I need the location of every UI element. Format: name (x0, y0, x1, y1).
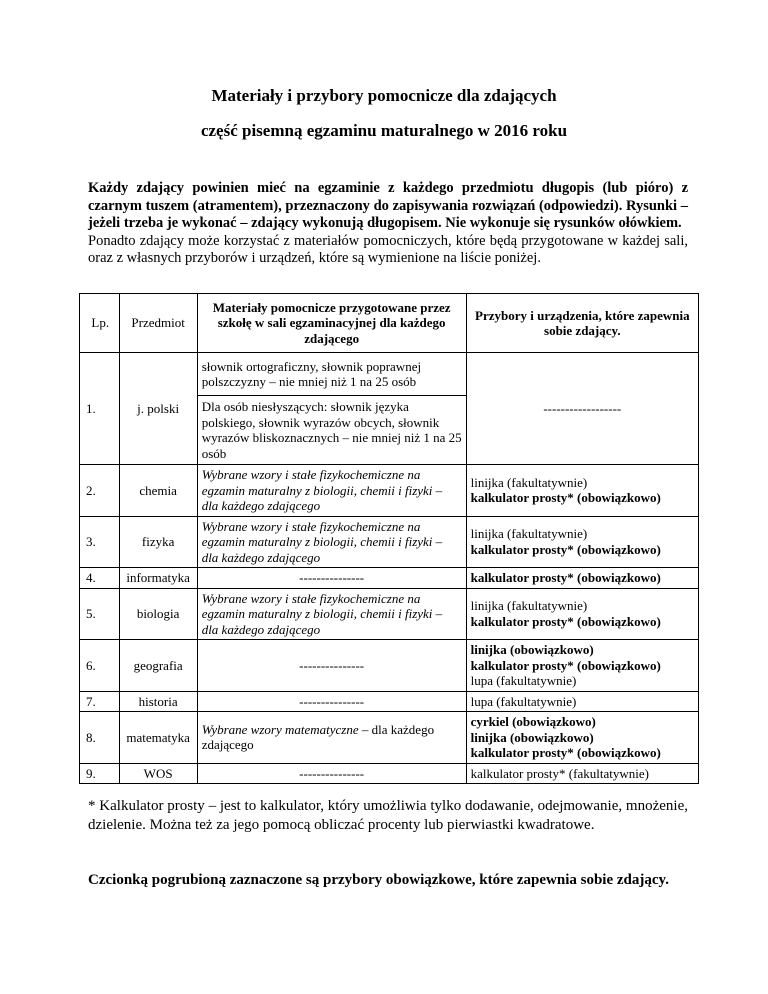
cell-materials: Wybrane wzory i stałe fizykochemiczne na egzamin maturalny z biologii, chemii i fizyki – dla każdego zdającego (197, 465, 466, 517)
cell-lp: 6. (80, 640, 120, 692)
table-row (80, 588, 699, 640)
cell-lp: 8. (80, 712, 120, 764)
cell-lp: 7. (80, 691, 120, 712)
device-line: kalkulator prosty* (obowiązkowo) (470, 541, 661, 557)
cell-devices (466, 712, 698, 764)
device-line: linijka (obowiązkowo) (470, 729, 594, 745)
cell-lp: 1. (80, 353, 120, 465)
materials-table (79, 293, 699, 784)
device-line: kalkulator prosty* (obowiązkowo) (470, 613, 661, 629)
cell-subject: matematyka (119, 712, 197, 764)
intro-paragraph: Ponadto zdający może korzystać z materiałów pomocniczych, które będą przygotowane w każdej sali, oraz z własnych przyborów i urządzeń, które są wymienione na liście poniżej. (88, 232, 688, 266)
cell-materials: Wybrane wzory i stałe fizykochemiczne na egzamin maturalny z biologii, chemii i fizyki – dla każdego zdającego (197, 588, 466, 640)
device-line: linijka (obowiązkowo) (470, 642, 594, 657)
cell-subject: chemia (119, 465, 197, 517)
cell-lp: 4. (80, 568, 120, 589)
cell-devices (466, 516, 698, 568)
device-line: kalkulator prosty* (obowiązkowo) (470, 490, 661, 506)
cell-materials: słownik ortograficzny, słownik poprawnej polszczyzny – nie mniej niż 1 na 25 osób (197, 353, 466, 396)
cell-lp: 5. (80, 588, 120, 640)
cell-lp: 9. (80, 763, 120, 784)
cell-materials: Wybrane wzory i stałe fizykochemiczne na egzamin maturalny z biologii, chemii i fizyki – dla każdego zdającego (197, 516, 466, 568)
cell-materials: --------------- (197, 691, 466, 712)
intro-bold-paragraph: Każdy zdający powinien mieć na egzaminie z każdego przedmiotu długopis (lub pióro) z czarnym tuszem (atramentem), przeznaczony do zapisywania rozwiązań (odpowiedzi). Rysunki – jeżeli trzeba je wykonać – zdający wykonują długopisem. Nie wykonuje się rysunków ołówkiem. (88, 180, 688, 231)
table-row (80, 712, 699, 764)
cell-devices (466, 465, 698, 517)
cell-devices: kalkulator prosty* (fakultatywnie) (466, 763, 698, 784)
table-row (80, 516, 699, 568)
cell-lp: 2. (80, 465, 120, 517)
page-title: Materiały i przybory pomocnicze dla zdających (211, 86, 557, 105)
header-lp: Lp. (80, 294, 120, 353)
cell-materials: Dla osób niesłyszących: słownik języka polskiego, słownik wyrazów obcych, słownik wyrazów bliskoznacznych – nie mniej niż 1 na 25 osób (197, 396, 466, 465)
header-subject: Przedmiot (119, 294, 197, 353)
header-devices: Przybory i urządzenia, które zapewnia sobie zdający. (466, 294, 698, 353)
cell-subject: fizyka (119, 516, 197, 568)
cell-devices (466, 588, 698, 640)
cell-devices: lupa (fakultatywnie) (466, 691, 698, 712)
header-materials: Materiały pomocnicze przygotowane przez szkołę w sali egzaminacyjnej dla każdego zdającego (197, 294, 466, 353)
cell-subject: informatyka (119, 568, 197, 589)
table-row (80, 353, 699, 396)
device-line: linijka (fakultatywnie) (470, 598, 588, 614)
device-line: kalkulator prosty* (obowiązkowo) (470, 657, 661, 673)
page-subtitle: część pisemną egzaminu maturalnego w 2016 roku (200, 121, 568, 140)
cell-devices (466, 640, 698, 692)
cell-subject: WOS (119, 763, 197, 784)
cell-devices: ------------------ (466, 353, 698, 465)
device-line: cyrkiel (obowiązkowo) (470, 714, 596, 729)
cell-materials (197, 712, 466, 764)
device-line: linijka (fakultatywnie) (470, 474, 588, 490)
bold-note: Czcionką pogrubioną zaznaczone są przybory obowiązkowe, które zapewnia sobie zdający. (88, 872, 669, 888)
cell-subject: historia (119, 691, 197, 712)
table-row (80, 568, 699, 589)
intro-section (88, 180, 688, 268)
table-row (80, 640, 699, 692)
cell-materials: --------------- (197, 568, 466, 589)
cell-materials: --------------- (197, 640, 466, 692)
cell-devices: kalkulator prosty* (obowiązkowo) (466, 568, 698, 589)
cell-subject: j. polski (119, 353, 197, 465)
materials-italic: Wybrane wzory matematyczne (201, 721, 359, 737)
cell-lp: 3. (80, 516, 120, 568)
device-line: lupa (fakultatywnie) (470, 673, 577, 688)
cell-materials: --------------- (197, 763, 466, 784)
calculator-footnote: * Kalkulator prosty – jest to kalkulator, który umożliwia tylko dodawanie, odejmowanie, mnożenie, dzielenie. Można też za jego pomocą obliczać procenty lub pierwiastki kwadratowe. (88, 798, 688, 833)
table-row (80, 763, 699, 784)
table-row (80, 465, 699, 517)
table-row (80, 691, 699, 712)
materials-rest: – dla każdego zdającego (201, 721, 435, 753)
device-line: linijka (fakultatywnie) (470, 526, 588, 542)
cell-subject: geografia (119, 640, 197, 692)
device-line: kalkulator prosty* (obowiązkowo) (470, 745, 661, 760)
cell-subject: biologia (119, 588, 197, 640)
table-header-row (80, 294, 699, 353)
